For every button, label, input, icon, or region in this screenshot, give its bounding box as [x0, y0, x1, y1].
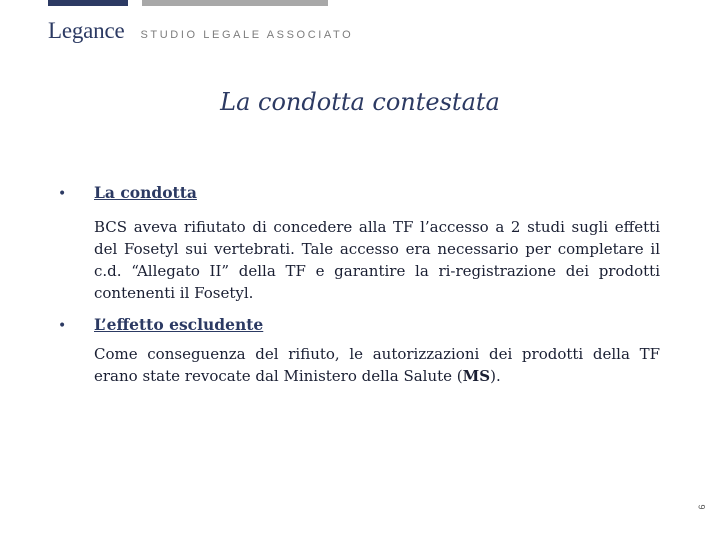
- header-accent-bar-grey: [142, 0, 328, 6]
- brand-logo: [48, 18, 353, 48]
- brand-subtitle: STUDIO LEGALE ASSOCIATO: [140, 29, 354, 41]
- section-heading-row: [58, 183, 668, 202]
- brand-name: Legance: [48, 18, 125, 43]
- ministry-abbreviation: MS: [462, 367, 491, 385]
- section-heading: L’effetto escludente: [94, 315, 264, 334]
- section-heading: La condotta: [94, 183, 197, 202]
- section-conduct: [58, 183, 668, 304]
- page-number: 6: [697, 504, 707, 510]
- bullet-icon: •: [58, 318, 67, 334]
- section-body: BCS aveva rifiutato di concedere alla TF l’accesso a 2 studi sugli effetti del Fosetyl sui vertebrati. Tale accesso era necessario per completare il c.d. “Allegato II” della TF e garantire la ri-registrazione dei prodotti contenenti il Fosetyl.: [94, 218, 660, 302]
- section-body-text: Come conseguenza del rifiuto, le autorizzazioni dei prodotti della TF erano state revocate dal Ministero della Salute (: [94, 345, 660, 385]
- section-heading-row: [58, 315, 668, 334]
- section-body-text-end: ).: [490, 367, 501, 385]
- section-exclusionary-effect: [58, 315, 668, 387]
- slide-title: La condotta contestata: [220, 88, 500, 116]
- header-accent-bar-dark: [48, 0, 128, 6]
- section-body: [94, 343, 660, 387]
- bullet-icon: •: [58, 186, 67, 202]
